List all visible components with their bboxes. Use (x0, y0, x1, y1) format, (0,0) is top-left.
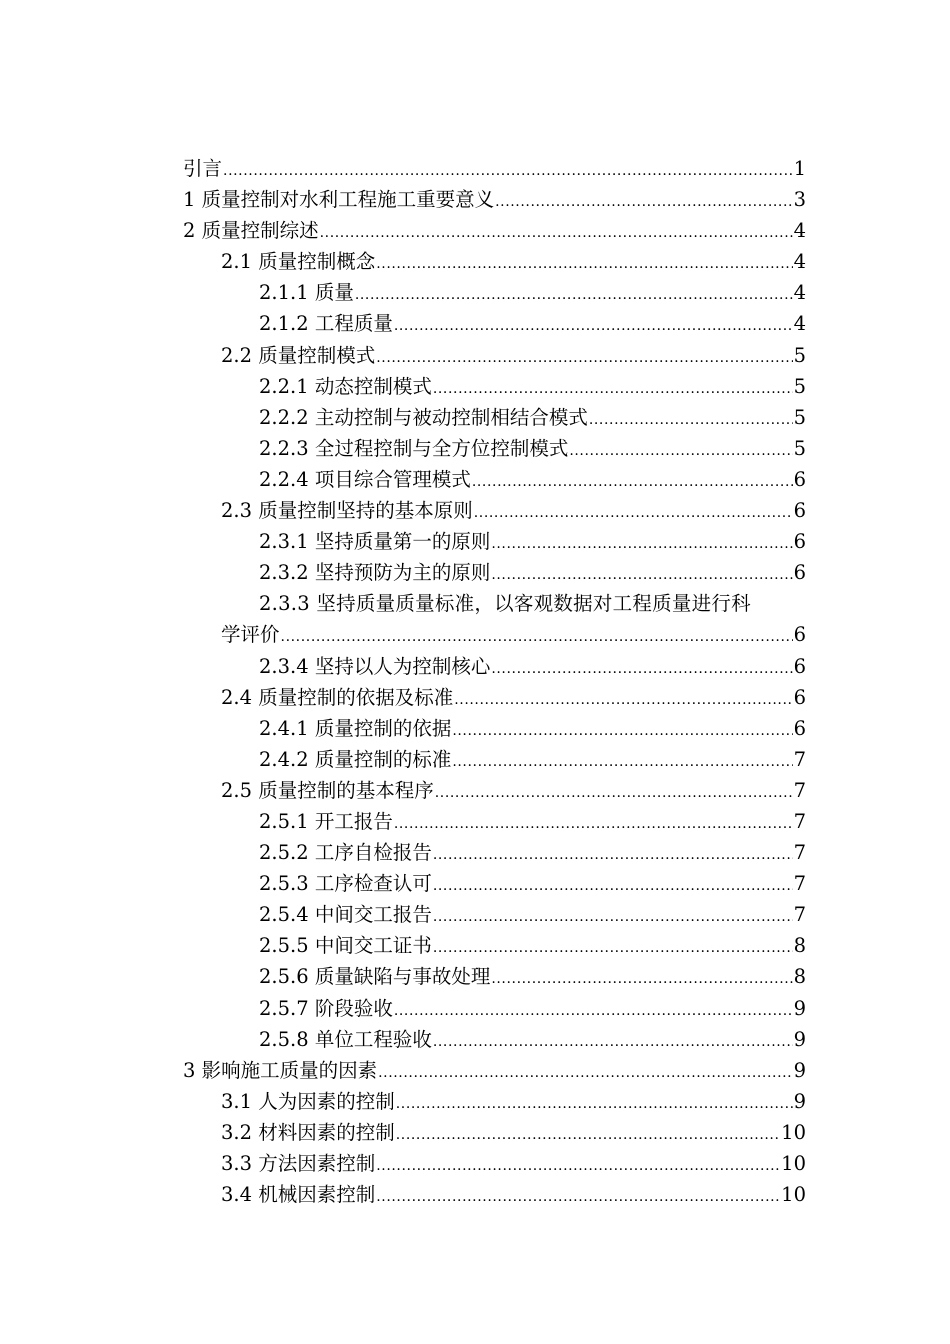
toc-entry-title: 2.3.1 坚持质量第一的原则 (259, 530, 491, 554)
toc-entry[interactable] (183, 775, 806, 806)
dot-leader (394, 311, 793, 342)
toc-entry-title: 2.5.3 工序检查认可 (259, 872, 432, 896)
toc-entry-page-number: 8 (793, 965, 806, 989)
dot-leader (491, 654, 792, 685)
dot-leader (433, 374, 793, 405)
toc-entry[interactable] (183, 930, 806, 961)
toc-entry-page-number: 10 (781, 1183, 806, 1207)
dot-leader (491, 529, 792, 560)
toc-entry-title: 2.2.4 项目综合管理模式 (259, 467, 471, 491)
toc-entry[interactable] (183, 1086, 806, 1117)
toc-entry-title: 2.4.2 质量控制的标准 (259, 747, 452, 771)
toc-entry[interactable] (183, 961, 806, 992)
toc-entry[interactable] (183, 308, 806, 339)
toc-entry[interactable] (183, 713, 806, 744)
dot-leader (281, 622, 793, 653)
toc-entry[interactable] (183, 1148, 806, 1179)
toc-entry-title: 2.3.3 坚持质量质量标准，以客观数据对工程质量进行科 (259, 592, 751, 616)
toc-entry-page-number: 3 (793, 188, 806, 212)
toc-entry-title: 2.1 质量控制概念 (221, 250, 376, 274)
toc-entry-title: 3.2 材料因素的控制 (221, 1120, 395, 1144)
toc-entry-title: 2 质量控制综述 (183, 219, 319, 243)
toc-entry-title: 2.5.4 中间交工报告 (259, 903, 432, 927)
toc-entry-page-number: 4 (793, 250, 806, 274)
toc-entry-page-number: 4 (793, 281, 806, 305)
toc-entry-page-number: 9 (793, 1058, 806, 1082)
toc-entry-page-number: 6 (793, 623, 806, 647)
toc-entry-page-number: 4 (793, 312, 806, 336)
toc-entry-page-number: 5 (793, 436, 806, 460)
toc-entry[interactable] (183, 464, 806, 495)
toc-entry[interactable] (183, 1179, 806, 1210)
toc-entry-page-number: 9 (793, 1089, 806, 1113)
toc-entry-title: 2.1.2 工程质量 (259, 312, 393, 336)
toc-entry-page-number: 6 (793, 530, 806, 554)
toc-entry[interactable] (183, 682, 806, 713)
toc-entry-title: 3.3 方法因素控制 (221, 1152, 376, 1175)
toc-entry-page-number: 7 (793, 903, 806, 927)
toc-entry[interactable] (183, 1024, 806, 1055)
toc-entry[interactable] (183, 184, 806, 215)
dot-leader (376, 1182, 780, 1213)
toc-entry-page-number: 5 (793, 374, 806, 398)
toc-entry-page-number: 7 (793, 747, 806, 771)
dot-leader (376, 343, 792, 374)
toc-entry-title: 1 质量控制对水利工程施工重要意义 (183, 188, 495, 212)
toc-entry-title: 2.2.3 全过程控制与全方位控制模式 (259, 436, 569, 460)
toc-entry-title: 2.4.1 质量控制的依据 (259, 716, 452, 740)
toc-entry-title: 2.2.1 动态控制模式 (259, 374, 432, 398)
toc-entry-title: 2.5 质量控制的基本程序 (221, 778, 434, 802)
table-of-contents (183, 153, 806, 1210)
toc-entry[interactable] (183, 651, 806, 682)
toc-entry[interactable] (183, 1117, 806, 1148)
dot-leader (433, 933, 793, 964)
toc-entry-title: 2.5.5 中间交工证书 (259, 934, 432, 958)
toc-entry-page-number: 6 (793, 561, 806, 585)
dot-leader (378, 1058, 792, 1089)
toc-entry-title: 3 影响施工质量的因素 (183, 1058, 378, 1082)
dot-leader (396, 1120, 780, 1151)
toc-entry-title: 2.5.7 阶段验收 (259, 996, 393, 1020)
toc-entry-page-number: 7 (793, 809, 806, 833)
dot-leader (435, 778, 793, 809)
toc-entry[interactable] (183, 495, 806, 526)
dot-leader (433, 1027, 793, 1058)
toc-entry-page-number: 6 (793, 685, 806, 709)
toc-entry-title: 引言 (183, 157, 223, 180)
toc-entry-title: 2.5.2 工序自检报告 (259, 841, 432, 865)
toc-entry[interactable] (183, 744, 806, 775)
toc-entry[interactable] (183, 215, 806, 246)
toc-entry[interactable] (183, 1055, 806, 1086)
toc-entry[interactable] (183, 526, 806, 557)
toc-entry-page-number: 5 (793, 405, 806, 429)
toc-entry[interactable] (183, 993, 806, 1024)
dot-leader (433, 902, 793, 933)
toc-entry-continuation[interactable] (183, 619, 806, 650)
dot-leader (394, 996, 793, 1027)
toc-entry-page-number: 6 (793, 467, 806, 491)
toc-entry[interactable] (183, 277, 806, 308)
toc-entry[interactable] (183, 557, 806, 588)
toc-entry[interactable] (183, 837, 806, 868)
toc-entry-title: 2.1.1 质量 (259, 281, 354, 305)
dot-leader (394, 809, 793, 840)
dot-leader (376, 249, 792, 280)
toc-entry-title: 2.5.8 单位工程验收 (259, 1027, 432, 1051)
dot-leader (474, 498, 793, 529)
dot-leader (376, 1151, 780, 1182)
toc-entry-page-number: 7 (793, 872, 806, 896)
dot-leader (223, 156, 793, 187)
toc-entry-page-number: 9 (793, 996, 806, 1020)
toc-entry[interactable] (183, 402, 806, 433)
toc-entry-title: 2.2.2 主动控制与被动控制相结合模式 (259, 405, 588, 429)
toc-entry[interactable] (183, 153, 806, 184)
dot-leader (355, 280, 793, 311)
toc-entry-page-number: 7 (793, 841, 806, 865)
dot-leader (491, 964, 792, 995)
toc-entry-title: 3.1 人为因素的控制 (221, 1089, 395, 1113)
dot-leader (320, 218, 793, 249)
toc-entry-page-number: 4 (793, 219, 806, 243)
dot-leader (472, 467, 793, 498)
dot-leader (454, 685, 792, 716)
toc-entry-page-number: 10 (781, 1152, 806, 1175)
dot-leader (433, 840, 793, 871)
dot-leader (452, 716, 792, 747)
toc-entry-page-number: 10 (781, 1120, 806, 1144)
toc-entry-page-number: 6 (793, 499, 806, 523)
toc-entry[interactable] (183, 588, 806, 619)
toc-entry-page-number: 5 (793, 343, 806, 367)
toc-entry-page-number: 9 (793, 1027, 806, 1051)
toc-entry[interactable] (183, 433, 806, 464)
dot-leader (433, 871, 793, 902)
toc-entry[interactable] (183, 371, 806, 402)
toc-entry-title: 2.4 质量控制的依据及标准 (221, 685, 454, 709)
toc-entry-page-number: 6 (793, 654, 806, 678)
dot-leader (589, 405, 793, 436)
toc-entry[interactable] (183, 246, 806, 277)
toc-entry-title: 2.3 质量控制坚持的基本原则 (221, 499, 473, 523)
toc-entry-title-continuation: 学评价 (221, 623, 280, 647)
dot-leader (452, 747, 792, 778)
toc-entry-page-number: 6 (793, 716, 806, 740)
toc-entry-title: 2.5.6 质量缺陷与事故处理 (259, 965, 491, 989)
dot-leader (495, 187, 792, 218)
toc-entry-page-number: 7 (793, 778, 806, 802)
toc-entry-title: 2.2 质量控制模式 (221, 343, 376, 367)
toc-entry[interactable] (183, 899, 806, 930)
toc-entry-title: 2.5.1 开工报告 (259, 809, 393, 833)
dot-leader (491, 560, 792, 591)
toc-entry-title: 2.3.4 坚持以人为控制核心 (259, 654, 491, 678)
dot-leader (396, 1089, 793, 1120)
toc-entry-title: 3.4 机械因素控制 (221, 1183, 376, 1207)
toc-entry[interactable] (183, 806, 806, 837)
toc-entry-title: 2.3.2 坚持预防为主的原则 (259, 561, 491, 585)
toc-entry[interactable] (183, 868, 806, 899)
toc-entry-page-number: 1 (793, 157, 806, 180)
dot-leader (569, 436, 792, 467)
toc-entry[interactable] (183, 340, 806, 371)
toc-entry-page-number: 8 (793, 934, 806, 958)
